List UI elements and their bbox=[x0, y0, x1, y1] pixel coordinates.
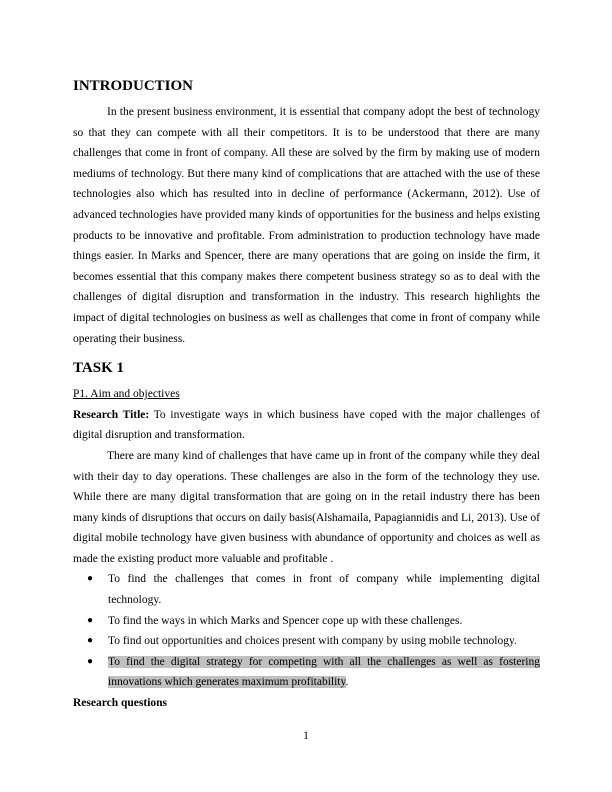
list-item bbox=[73, 569, 540, 610]
aim-objectives-subheading: P1. Aim and objectives bbox=[73, 388, 180, 401]
research-title-text: To investigate ways in which business have coped with the major challenges of digital disruption and transformation. bbox=[73, 408, 540, 442]
objective-text: To find the challenges that comes in front of company while implementing digital technology. bbox=[108, 573, 540, 607]
objective-end-punctuation: . bbox=[345, 676, 349, 689]
list-item bbox=[73, 652, 540, 693]
page-number: 1 bbox=[303, 730, 309, 742]
research-title-paragraph bbox=[73, 405, 540, 446]
objective-text: To find the ways in which Marks and Spencer cope up with these challenges. bbox=[108, 614, 463, 627]
task-paragraph: There are many kind of challenges that have came up in front of the company while they deal with their day to day operations. These challenges are also in the form of the technology they use. While there are many digital transformation that are going on in the retail industry there has been many kinds of disruptions that occurs on daily basis(Alshamaila, Papagiannidis and Li, 2013). Use of digital mobile technology have given business with abundance of opportunity and choices as well as made the existing product more valuable and profitable . bbox=[73, 449, 540, 565]
list-item bbox=[73, 631, 540, 652]
task-heading: TASK 1 bbox=[73, 360, 124, 377]
bullet-icon: ● bbox=[87, 614, 94, 626]
objective-text: To find out opportunities and choices present with company by using mobile technology. bbox=[108, 635, 517, 648]
bullet-icon: ● bbox=[87, 573, 94, 585]
intro-heading: INTRODUCTION bbox=[73, 78, 194, 94]
page-content bbox=[73, 76, 540, 714]
research-questions-heading: Research questions bbox=[73, 697, 168, 710]
intro-paragraph: In the present business environment, it is essential that company adopt the best of technology so that they can compete with all their competitors. It is to be understood that there are many challenges that come in front of company. All these are solved by the firm by making use of modern mediums of technology. But there many kind of complications that are attached with the use of these technologies also which has resulted into in decline of performance (Ackermann, 2012). Use of advanced technologies have provided many kinds of opportunities for the business and helps existing products to be innovative and profitable. From administration to production technology have made things easier. In Marks and Spencer, there are many operations that are going on inside the firm, it becomes essential that this company makes there competent business strategy so as to deal with the challenges of digital disruption and transformation in the industry. This research highlights the impact of digital technologies on business as well as challenges that come in front of company while operating their business. bbox=[73, 106, 540, 345]
research-title-label: Research Title: bbox=[73, 408, 150, 421]
highlighted-objective-text: To find the digital strategy for competing with all the challenges as well as fostering innovations which generates maximum profitability bbox=[108, 655, 540, 689]
bullet-icon: ● bbox=[87, 635, 94, 647]
bullet-icon: ● bbox=[87, 655, 94, 667]
list-item bbox=[73, 611, 540, 632]
objectives-list bbox=[73, 569, 540, 693]
